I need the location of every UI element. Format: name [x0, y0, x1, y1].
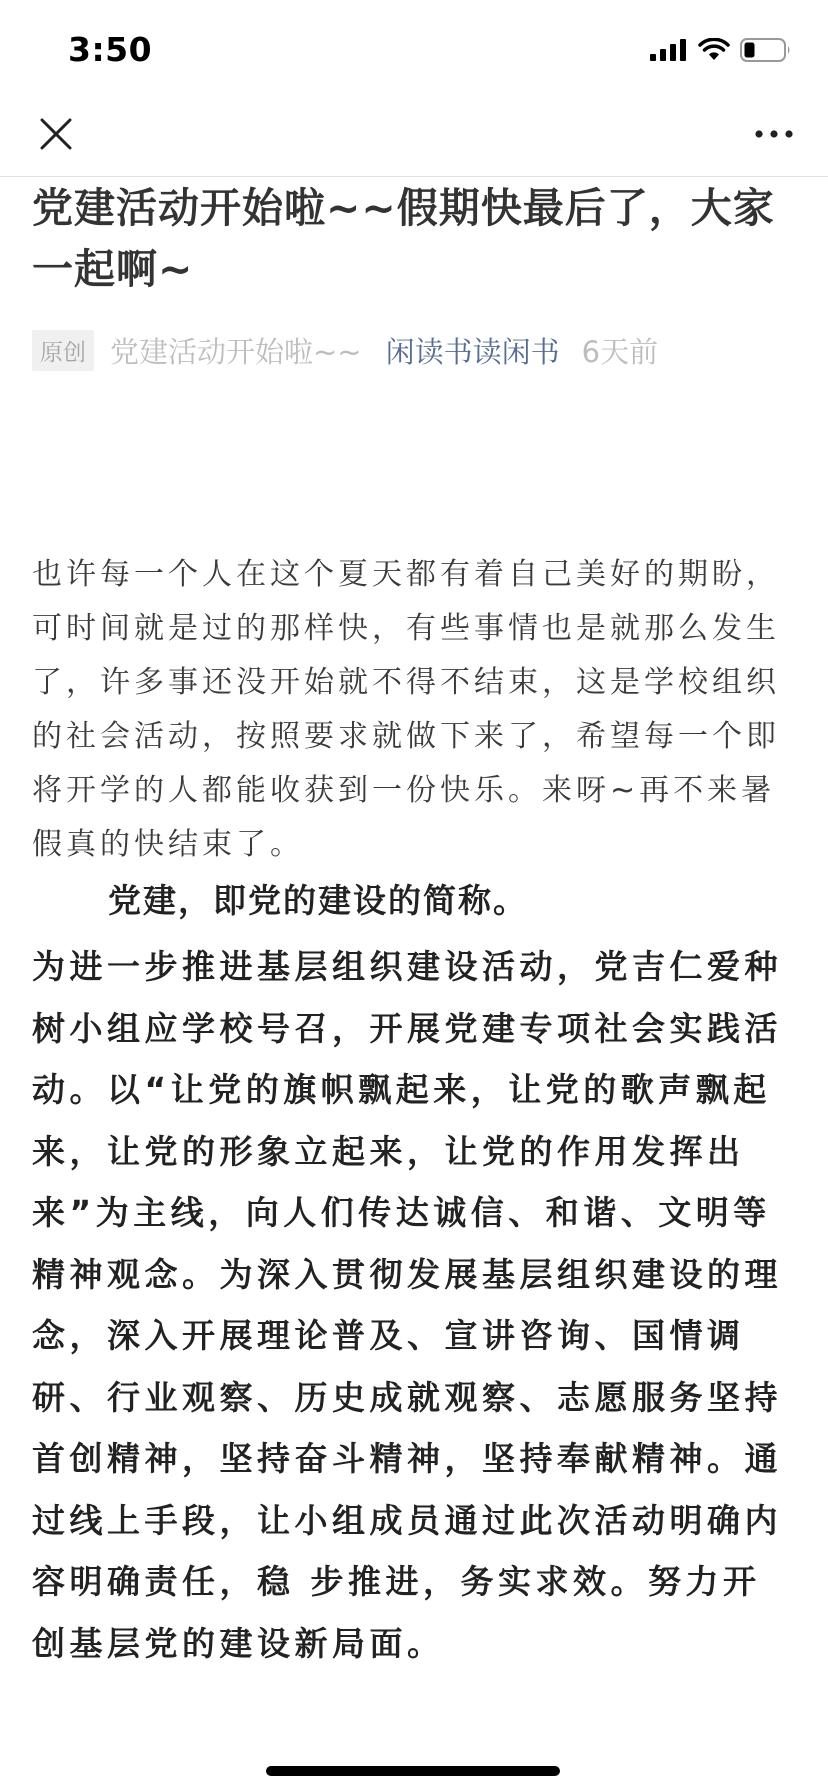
close-icon	[39, 117, 73, 151]
article-author: 党建活动开始啦~~	[110, 334, 362, 369]
article-meta	[32, 330, 796, 370]
wifi-icon	[698, 38, 730, 66]
publish-time: 6天前	[581, 334, 659, 369]
status-bar	[0, 0, 828, 92]
battery-icon	[740, 38, 792, 66]
more-icon	[754, 129, 794, 139]
close-button[interactable]	[34, 112, 78, 156]
status-icons	[650, 38, 792, 66]
article-title: 党建活动开始啦~~假期快最后了，大家一起啊~	[32, 184, 775, 293]
intro-paragraph: 也许每一个人在这个夏天都有着自己美好的期盼，可时间就是过的那样快，有些事情也是就那么发生了，许多事还没开始就不得不结束，这是学校组织的社会活动，按照要求就做下来了，希望每一个即将开学的人都能收获到一份快乐。来呀~再不来暑假真的快结束了。	[32, 557, 780, 862]
more-options-button[interactable]	[748, 112, 800, 156]
article	[32, 178, 796, 1674]
section-heading: 党建，即党的建设的简称。	[108, 881, 528, 920]
main-paragraph: 为进一步推进基层组织建设活动，党吉仁爱种树小组应学校号召，开展党建专项社会实践活动。以“让党的旗帜飘起来，让党的歌声飘起来，让党的形象立起来，让党的作用发挥出来”为主线，向人们传达诚信、和谐、文明等精神观念。为深入贯彻发展基层组织建设的理念，深入开展理论普及、宣讲咨询、国情调研、行业观察、历史成就观察、志愿服务坚持首创精神，坚持奋斗精神，坚持奉献精神。通过线上手段，让小组成员通过此次活动明确内容明确责任，稳 步推进，务实求效。努力开创基层党的建设新局面。	[32, 947, 782, 1663]
home-indicator[interactable]	[266, 1766, 560, 1776]
account-name-link[interactable]: 闲读书读闲书	[385, 334, 560, 369]
status-time: 3:50	[68, 30, 153, 69]
original-badge: 原创	[32, 330, 94, 371]
signal-icon	[650, 39, 688, 65]
nav-bar	[0, 92, 828, 177]
